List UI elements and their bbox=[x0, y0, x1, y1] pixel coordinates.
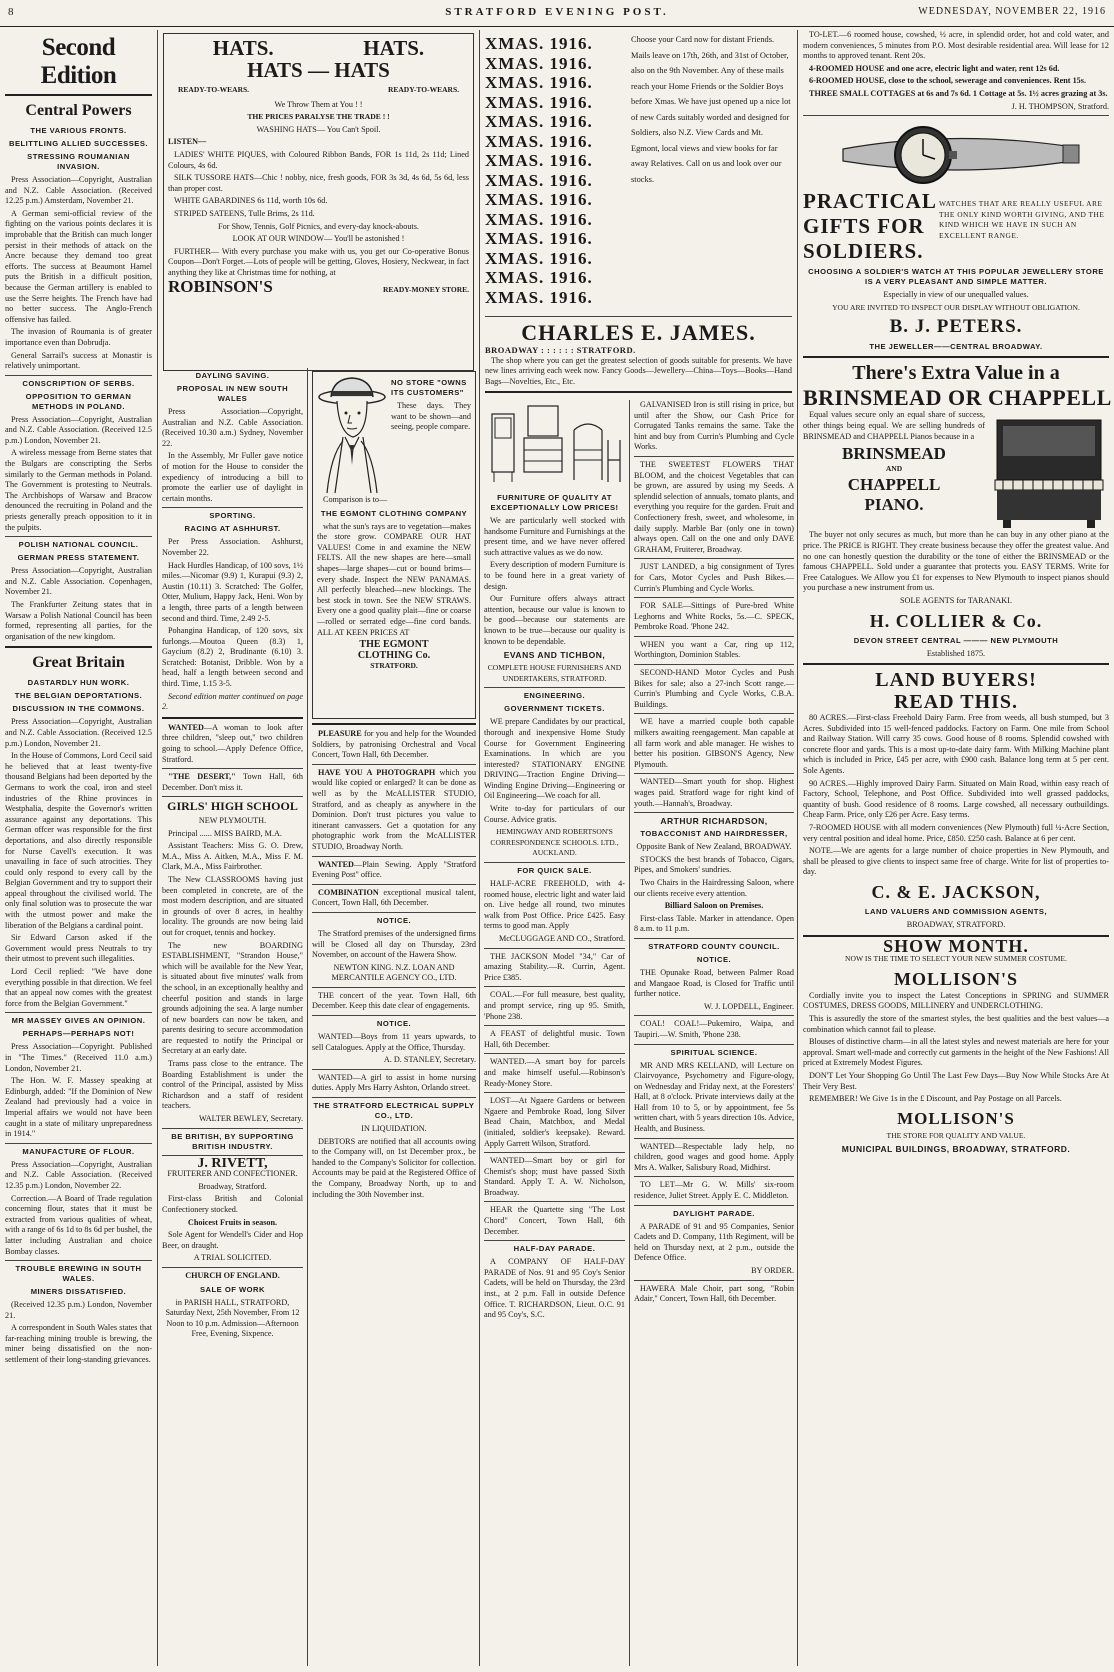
issue-date: WEDNESDAY, NOVEMBER 22, 1916 bbox=[918, 6, 1106, 17]
xmas-line: XMAS. 1916. bbox=[485, 53, 593, 73]
jackson-trade: LAND VALUERS AND COMMISSION AGENTS, bbox=[864, 907, 1048, 916]
electrical-text: DEBTORS are notified that all accounts owing to the Company will, on 1st December prox., be handed to the Company's Solicitor for collection. Accounts may be paid at the Registered Office of the Company, Broadway North, up to and including the 30th November inst. bbox=[312, 1136, 476, 1199]
article-body: The invasion of Roumania is of greater importance even than Dobrudja. bbox=[5, 327, 152, 347]
electrical-liq: IN LIQUIDATION. bbox=[361, 1124, 427, 1134]
engineering-text: Write to-day for particulars of our Course. Advice gratis. bbox=[484, 804, 625, 824]
store-tag: READY-MONEY STORE. bbox=[383, 284, 469, 294]
classified-ad: GALVANISED Iron is still rising in price, but until after the Show, our Cash Price for Corrugated Tanks remains the same. Take the hint and buy from Currin's Plumbing and Cycle Works. bbox=[634, 400, 794, 452]
wristwatch-illustration bbox=[803, 119, 1107, 189]
notice-text: The Stratford premises of the undersigned firms will be Closed all day on Thursday, 23rd November, on account of the Hawera Show. bbox=[312, 928, 476, 960]
cards-text: Choose your Card now for distant Friends. Mails leave on 17th, 26th, and 31st of October, also on the 9th November. Any of these mails reach your Home Friends or the Soldier Boys before Xmas. We have just opened up a nice lot of new Cards suitably worded and designed for Soldiers, also N.Z. View Cards and Mt. Egmont, local views and view books for far away Relatives. Call on us and look over our stocks. bbox=[631, 35, 791, 184]
xmas-line: XMAS. 1916. bbox=[485, 131, 593, 151]
egmont-text: what the sun's rays are to vegetation—makes the store grow. COMPARE OUR HAT VALUES! Come in and examine the NEW FELTS. All the new shapes are here—small shapes—large shapes—cut or bound brims—every shade. Inspect the NEW PANAMAS. All perfectly bleached—new blockings. The best stock in town. See the NEW STRAWS. Every one a good quality plait—fine or coarse—rolled or serrated edge—fine cord bands. ALL AT KEEN PRICES AT bbox=[317, 521, 471, 637]
masthead bbox=[0, 0, 1114, 27]
xmas-line: XMAS. 1916. bbox=[485, 229, 593, 248]
headline: PROPOSAL IN NEW SOUTH WALES bbox=[176, 384, 289, 403]
col2-left-sub bbox=[158, 368, 308, 1666]
classified-ad: PLEASURE for you and help for the Wounded Soldiers, by patronising Orchestral and Vocal Concert, Town Hall, 6th December. bbox=[312, 729, 476, 760]
rivett-text: Sole Agent for Wendell's Cider and Hop Beer, on draught. bbox=[162, 1230, 303, 1250]
richardson-text: Two Chairs in the Hairdressing Saloon, where our clients receive every attention. bbox=[634, 877, 794, 898]
xmas-line: XMAS. 1916. bbox=[485, 151, 593, 170]
daylight-parade-head: DAYLIGHT PARADE. bbox=[673, 1208, 755, 1218]
furniture-sign: COMPLETE HOUSE FURNISHERS AND UNDERTAKERS, STRATFORD. bbox=[487, 663, 622, 683]
county-notice: NOTICE. bbox=[696, 954, 732, 964]
brinsmead-text: The buyer not only secures as much, but more than he can buy in any other piano at the price. The PRICE is RIGHT. They create business because they offer the greatest value. And no one can honestly question the durability or the tone of either the BRINSMEAD or the famous CHAPPELL. Sold under a guarantee that protects you. EASY TERMS. Write for Free Catalogues. We Allow you £1 for expenses to New Plymouth to inspect pianos should you purchase a new instrument from us. bbox=[803, 530, 1109, 593]
sale-text: HALF-ACRE FREEHOLD, with 4-roomed house, electric light and water laid on. Live hedge all round, two minutes walk from Post Office. Price £425. Easy terms to good man. Apply bbox=[484, 879, 625, 931]
article-body: The Frankfurter Zeitung states that in Warsaw a Polish National Council has been formed, representing all parties, for the organisation of the new kingdom. bbox=[5, 600, 152, 641]
xmas-line: XMAS. 1916. bbox=[485, 92, 593, 112]
rivett-text: First-class British and Colonial Confectionery stocked. bbox=[162, 1194, 303, 1214]
daylight-parade-sign: BY ORDER. bbox=[751, 1266, 794, 1275]
mollisons-address: MUNICIPAL BUILDINGS, BROADWAY, STRATFORD. bbox=[841, 1144, 1071, 1155]
tolet-sign: J. H. THOMPSON, Stratford. bbox=[1011, 101, 1109, 111]
brinsmead-name: BRINSMEAD bbox=[842, 444, 946, 464]
article-body: In the House of Commons, Lord Cecil said he believed that at least twenty-five thousand Belgians had been deported by the Germans to work the coal, iron and steel industries of the Rhine provinces in Westphalia, despite the Governor's written assurance against any deportations. This German offcer was responsible for the first deportations, and also directly responsible for Nurse Cavell's execution. It was unavailing in face of such atrocities. They could only respond to every call by the Belgian Government and try to support their appeal throughout the civilised world. The only final solution was to prosecute the war with the utmost power and make the liberation of the Belgians a cardinal point. bbox=[5, 751, 152, 930]
headline: MR MASSEY GIVES AN OPINION. bbox=[11, 1016, 146, 1026]
article-body: In the Assembly, Mr Fuller gave notice of motion for the House to consider the expediency of introducing a bill to promote the earlier use of daylight in certain months. bbox=[162, 451, 303, 503]
headline: BELITTLING ALLIED SUCCESSES. bbox=[8, 139, 149, 148]
furniture-head: FURNITURE OF QUALITY AT EXCEPTIONALLY LOW PRICES! bbox=[490, 493, 619, 512]
column-ads-4 bbox=[798, 30, 1114, 1666]
richardson-text: Billiard Saloon on Premises. bbox=[664, 901, 764, 911]
hats-line: LISTEN— bbox=[168, 137, 207, 147]
land-item: 90 ACRES.—Highly improved Dairy Farm. Situated on Main Road, within easy reach of Factory, School, Telephone, and Post Office. Subdivided into well grassed paddocks, quantity of bush. Good residence of 8 rooms. Large cowshed, all necessary outbuildings. Cheap Farm. Price, only £26 per Acre. Easy terms. bbox=[803, 778, 1109, 820]
notice-text: WANTED—Boys from 11 years upwards, to sell Catalogues. Apply at the Office, Thursday. bbox=[312, 1032, 476, 1052]
brinsmead-head: There's Extra Value in a bbox=[852, 362, 1060, 385]
rivett-trade: FRUITERER AND CONFECTIONER. bbox=[167, 1169, 298, 1179]
tolet-text: 6-ROOMED HOUSE, close to the school, sewerage and conveniences. Rent 15s. bbox=[809, 76, 1086, 86]
article-body: Sir Edward Carson asked if the Government would press Neutrals to try their utmost to prevent such illegalities. bbox=[5, 933, 152, 964]
james-text: The shop where you can get the greatest selection of goods suitable for presents. We have new lines arriving each week now. Fancy Goods—Jewellery—China—Toys—Books—Hand Bags—Novelties, Etc., Etc. bbox=[485, 355, 792, 386]
collier-name: H. COLLIER & Co. bbox=[869, 610, 1043, 631]
jackson-address: BROADWAY, STRATFORD. bbox=[906, 920, 1006, 929]
article-credit: (Received 12.35 p.m.) London, November 21. bbox=[5, 1300, 152, 1320]
daylight-parade-text: A PARADE of 91 and 95 Companies, Senior Cadets and D. Company, 11th Regiment, will be held on Thursday next, at 2 p.m., outside the Defence Office. bbox=[634, 1221, 794, 1263]
col2-right-sub bbox=[308, 368, 480, 1666]
land-item: 7-ROOMED HOUSE with all modern conveniences (New Plymouth) full ¼-Acre Section, very central position and ideal home. Price, £850. £250 cash. Balance at 6 per cent. bbox=[803, 823, 1109, 843]
brinsmead-text: Equal values secure only an equal share of success, other things being equal. We are selling hundreds of BRINSMEAD and CHAPPELL Pianos because in a bbox=[803, 410, 985, 441]
peters-name: B. J. PETERS. bbox=[889, 316, 1023, 338]
rivett-text: Choicest Fruits in season. bbox=[187, 1217, 278, 1227]
girls-school-text: Principal ...... MISS BAIRD, M.A. bbox=[168, 828, 282, 838]
egmont-text: These days. They want to be shown—and seeing, people compare. bbox=[391, 401, 471, 432]
hats-title: HATS — HATS bbox=[247, 58, 390, 82]
headline: THE BELGIAN DEPORTATIONS. bbox=[14, 691, 143, 701]
classified-ad: THE SWEETEST FLOWERS THAT BLOOM, and the choicest Vegetables that can be grown, are assured by using my Seeds. A splendid selection of annuals, tomato plants, and everything you require for the garden. Fruit and Confectionery fresh, sweet, and wholesome, in daily supply. Marble Bar (only one in town) always open. Call on the one and only DAVE GRAHAM, Fruiterer, Broadway. bbox=[634, 459, 794, 554]
page-number: 8 bbox=[8, 6, 15, 18]
classified-ad: WE have a married couple both capable milkers awaiting reengagement. Man capable at all farm work and able manager. He wishes to better his position. GIBSON'S Agency, New Plymouth. bbox=[634, 717, 794, 769]
girls-school-text: Assistant Teachers: Miss G. O. Drew, M.A., Miss A. Aitken, M.A., Miss F. M. Clark, M.A., Miss Fairbrother. bbox=[162, 841, 303, 872]
robinsons-hats-ad bbox=[163, 33, 474, 371]
hats-item: SILK TUSSORE HATS—Chic ! nobby, nice, fresh goods, FOR 3s 3d, 4s 6d, 5s 6d, less than proper cost. bbox=[168, 173, 469, 193]
hats-line: THE PRICES PARALYSE THE TRADE ! ! bbox=[247, 112, 390, 122]
headline: DASTARDLY HUN WORK. bbox=[27, 678, 130, 688]
headline: CONSCRIPTION OF SERBS. bbox=[22, 378, 135, 388]
land-item: NOTE.—We are agents for a large number of choice properties in New Plymouth, and shall be pleased to give clients to inspect same free of charge. Write for list of properties to-day. bbox=[803, 846, 1109, 877]
spiritual-text: MR AND MRS KELLAND, will Lecture on Clairvoyance, Psychometry and Figure-ology, on Wednesday and Friday next, at the Foresters' Hall, at 8 o'clock. Private interviews daily at the Hall from 10 to 5, or by appointment, fee 5s written chart, with 5 years direction 10s. Advice, Health, and Business. bbox=[634, 1060, 794, 1134]
peters-sign: THE JEWELLER——CENTRAL BROADWAY. bbox=[869, 342, 1043, 352]
ready-label: READY-TO-WEARS. bbox=[178, 85, 250, 94]
column-ads-3 bbox=[480, 30, 798, 1666]
section-title-great-britain: Great Britain bbox=[32, 654, 125, 672]
section-title-central-powers: Central Powers bbox=[25, 102, 132, 119]
show-text: DON'T Let Your Shopping Go Until The Last Few Days—Buy Now While Stocks Are At Their Very Best. bbox=[803, 1070, 1109, 1091]
classified-ad: SECOND-HAND Motor Cycles and Push Bikes for sale; also a 27-inch Scott range.—Currin's Plumbing and Cycle Works, C.B.A. Buildings. bbox=[634, 668, 794, 709]
article-body: A German semi-official review of the fighting on the various points declares it is improbable that the British can much longer persist in their methods of attack on the Ancre because they demand too great efforts. The success at Beaumont Hamel puts the British in a difficult position, because the German artillery is enabled to use the Serre heights. The French have had no better success. The Anglo-French offensive has failed. bbox=[5, 208, 152, 324]
brinsmead-piano: PIANO. bbox=[864, 494, 924, 514]
classified-ad: FOR SALE—Sittings of Pure-bred White Leghorns and White Rocks, 5s.—C. SPECK, Pembroke Road. 'Phone 242. bbox=[634, 601, 794, 632]
egmont-sign: CLOTHING Co. bbox=[357, 649, 431, 661]
hats-title: HATS. bbox=[363, 36, 425, 60]
furniture-text: Our Furniture offers always attract attention, because our value is known to be good—because our statements are known to be true—because our quality is known to be dependable. bbox=[484, 594, 625, 646]
headline: STRESSING ROUMANIAN INVASION. bbox=[27, 152, 130, 171]
hats-line: We Throw Them at You ! ! bbox=[274, 99, 363, 109]
article-body: The Hon. W. F. Massey speaking at Edinburgh, added: "If the Dominion of New Zealand had previously had a voice in Imperial affairs we would not have been caught in a state of military unpreparedness in 1914." bbox=[5, 1076, 152, 1139]
notice-head: NOTICE. bbox=[376, 915, 412, 925]
hats-title: HATS. bbox=[212, 36, 274, 60]
furniture-text: Every description of modern Furniture is to be found here in a great variety of design. bbox=[484, 560, 625, 591]
sale-head: FOR QUICK SALE. bbox=[517, 866, 592, 876]
article-credit: Press Association—Copyright, Australian and N.Z. Cable Association. (Received 12.5 p.m.) London, November 21. bbox=[5, 717, 152, 748]
richardson-text: First-class Table. Marker in attendance. Open 8 a.m. to 11 p.m. bbox=[634, 913, 794, 934]
headline: OPPOSITION TO GERMAN METHODS IN POLAND. bbox=[25, 391, 132, 411]
classified-ad: COAL.—For full measure, best quality, and prompt service, ring up 95. Smith, 'Phone 238. bbox=[484, 990, 625, 1021]
tolet-text: TO-LET.—6 roomed house, cowshed, ½ acre, in splendid order, hot and cold water, and modern conveniences, 5 minutes from P.O. Most desirable residential area. Will lease for 12 months to approved tenant. Rent 20s. bbox=[803, 30, 1109, 61]
piano-illustration bbox=[989, 410, 1109, 530]
land-item: 80 ACRES.—First-class Freehold Dairy Farm. Free from weeds, all bush stumped, but 3 Acres. Subdivided into 15 well-fenced paddocks. Factory on Farm. One mile from School and Railway Station. Will carry 35 cows. Good house of 8 rooms. Splendid cowshed with concrete floor and yards. This is a most up-to-date dairy farm. With Milking Machine plant which is included in Price, £45 per acre, with £900 cash. Balance long term at 5 per cent. Sole Agents. bbox=[803, 713, 1109, 776]
brinsmead-agents: SOLE AGENTS for TARANAKI. bbox=[900, 595, 1012, 605]
headline: DAYLING SAVING. bbox=[195, 371, 270, 380]
parade-head: HALF-DAY PARADE. bbox=[513, 1244, 596, 1254]
classified-ad: LOST—At Ngaere Gardens or between Ngaere and Pembroke Road, long Silver Bead Chain, Matchbox, and Medal (initialed, soldier's keepsake). Reward. Apply Garrett Wilson, Stratford. bbox=[484, 1096, 625, 1148]
xmas-line: XMAS. 1916. bbox=[485, 268, 593, 287]
xmas-line: XMAS. 1916. bbox=[485, 209, 593, 229]
article-body: A wireless message from Berne states that the Bulgars are conscripting the Serbs similarly to the German methods in Poland. The Government is protesting to Neutrals. The Archbishops of Warsaw and Bracow denounced the recruiting in Poland and the priests generally preach opposition to it in the pulpits. bbox=[5, 448, 152, 532]
furniture-illustration bbox=[484, 400, 624, 490]
show-text: REMEMBER! We Give 1s in the £ Discount, and Pay Postage on all Parcels. bbox=[809, 1094, 1062, 1104]
classified-ad: WANTED—A girl to assist in home nursing duties. Apply Mrs Harry Ashton, Orlando street. bbox=[312, 1072, 476, 1093]
xmas-line: XMAS. 1916. bbox=[485, 170, 593, 190]
column-ads-2 bbox=[158, 30, 480, 1666]
practical-title: PRACTICAL GIFTS FOR SOLDIERS. bbox=[803, 189, 936, 264]
column-news-1 bbox=[0, 30, 158, 1666]
col3-right-sub bbox=[630, 400, 798, 1666]
tolet-text: THREE SMALL COTTAGES at 6s and 7s 6d. 1 Cottage at 5s. 1½ acres grazing at 3s. bbox=[809, 88, 1108, 98]
man-in-hat-illustration bbox=[317, 375, 387, 495]
xmas-line: XMAS. 1916. bbox=[485, 248, 593, 268]
girls-school-place: NEW PLYMOUTH. bbox=[198, 816, 267, 825]
richardson-trade: TOBACCONIST AND HAIRDRESSER, bbox=[640, 829, 788, 839]
hats-line: LOOK AT OUR WINDOW— You'll be astonished ! bbox=[232, 234, 405, 244]
article-body: Pohangina Handicap, of 120 sovs, six furlongs.—Moutoa Queen (8.3) 1, Gaycium (8.2) 2, Brudinante (6.10) 3. Scratched: Botanist, Dribble. Won by a head, half a length between second and third. Time, 1.15 3-5. bbox=[162, 626, 303, 689]
engineering-sign: HEMINGWAY AND ROBERTSON'S CORRESPONDENCE SCHOOLS. LTD., AUCKLAND. bbox=[490, 827, 619, 858]
show-text: This is assuredly the store of the smartest styles, the best qualities and the best values—a combination which cannot fail to please. bbox=[803, 1013, 1109, 1034]
mollisons-name: MOLLISON'S bbox=[893, 968, 1019, 989]
girls-school-text: Trams pass close to the entrance. The Boarding Establishment is under the control of the Principal, assisted by Miss Richardson and a staff of resident teachers. bbox=[162, 1059, 303, 1111]
notice-head: NOTICE. bbox=[376, 1019, 412, 1029]
article-credit: Per Press Association. Ashhurst, November 22. bbox=[162, 537, 303, 557]
egmont-sign: THE EGMONT bbox=[359, 639, 429, 651]
richardson-text: STOCKS the best brands of Tobacco, Cigars, Pipes, and Smokers' sundries. bbox=[634, 854, 794, 875]
classified-ad: WANTED.—A smart boy for parcels and make himself useful.—Robinson's Ready-Money Store. bbox=[484, 1057, 625, 1088]
article-body: General Sarrail's success at Monastir is relatively unimportant. bbox=[5, 350, 152, 371]
xmas-line: XMAS. 1916. bbox=[485, 112, 593, 131]
engineering-text: WE prepare Candidates by our practical, thorough and inexpensive Home Study Course for Government Engineering Examinations. In which are you interested? STATIONARY ENGINE DRIVING—Traction Engine Driving—Winding Engine Driving—Engineering or Oil Engineering—We coach for all. bbox=[484, 717, 625, 801]
land-head: READ THIS. bbox=[893, 691, 1019, 714]
collier-address: DEVON STREET CENTRAL ——— NEW PLYMOUTH bbox=[853, 635, 1059, 645]
article-credit: Press Association—Copyright, Australian and N.Z. Cable Association. Copenhagen, November 21. bbox=[5, 566, 152, 597]
hats-line: For Show, Tennis, Golf Picnics, and every-day knock-abouts. bbox=[218, 221, 419, 231]
headline: DISCUSSION IN THE COMMONS. bbox=[12, 704, 145, 714]
article-credit: Press Association—Copyright. Published in "The Times." (Received 11.0 a.m.) London, November 21. bbox=[5, 1042, 152, 1073]
article-credit: Press Association—Copyright, Australian and N.Z. Cable Association. (Received 12.35 p.m.) London, November 22. bbox=[5, 1159, 152, 1190]
xmas-line: XMAS. 1916. bbox=[485, 34, 593, 53]
ready-label: READY-TO-WEARS. bbox=[387, 85, 459, 94]
richardson-name: ARTHUR RICHARDSON, bbox=[660, 816, 768, 827]
headline: MANUFACTURE OF FLOUR. bbox=[22, 1146, 135, 1156]
egmont-sign: STRATFORD. bbox=[370, 661, 418, 671]
headline: GOVERNMENT TICKETS. bbox=[504, 704, 605, 714]
mollisons-tag: THE STORE FOR QUALITY AND VALUE. bbox=[886, 1130, 1026, 1140]
practical-side: WATCHES THAT ARE REALLY USEFUL ARE THE ONLY KIND WORTH GIVING, AND THE KIND WHICH WE HAVE IN SUCH AN EXCELLENT RANGE. bbox=[939, 199, 1105, 240]
show-text: Cordially invite you to inspect the Latest Conceptions in SPRING and SUMMER COSTUMES, DRESS GOODS, MILLINERY and UNDERCLOTHING. bbox=[803, 990, 1109, 1011]
concert-ad: THE concert of the year. Town Hall, 6th December. Keep this date clear of engagements. bbox=[312, 990, 476, 1011]
article-body: Lord Cecil replied: "We have done everything possible in that direction. We feel that an appeal now comes with the greatest force from the Belgian Government." bbox=[5, 967, 152, 1008]
church-head: CHURCH OF ENGLAND. bbox=[185, 1270, 280, 1280]
land-head: LAND BUYERS! bbox=[875, 669, 1037, 692]
article-note: Second edition matter continued on page 2. bbox=[162, 691, 303, 712]
article-credit: Press Association—Copyright, Australian and N.Z. Cable Association. (Received 12.5 p.m.) London, November 21. bbox=[5, 414, 152, 445]
girls-school-sign: WALTER BEWLEY, Secretary. bbox=[198, 1114, 303, 1124]
classified-ad: "THE DESERT," Town Hall, 6th December. Don't miss it. bbox=[162, 772, 303, 792]
xmas-line: XMAS. 1916. bbox=[485, 190, 593, 209]
article-body: Hack Hurdles Handicap, of 100 sovs, 1½ miles.—Nicomar (9.9) 1, Kurapui (9.3) 2, Austin (10.11) 3. Scratched: The Golfer, Otter, Mulium, Happy Jack, Heni. Won by a length, three parts of a length between second and third. Time, 2.49 2-5. bbox=[162, 560, 303, 623]
headline: PERHAPS—PERHAPS NOT! bbox=[22, 1029, 135, 1039]
church-sale: SALE OF WORK bbox=[199, 1284, 266, 1294]
notice-sign: A. D. STANLEY, Secretary. bbox=[383, 1055, 476, 1065]
article-body: A correspondent in South Wales states that far-reaching mining trouble is brewing, the miner being dissatisfied on the non-settlement of their long-standing grievances. bbox=[5, 1323, 152, 1365]
classified-ad: THE JACKSON Model "34," Car of amazing Stability.—R. Currin, Agent. Price £385. bbox=[484, 951, 625, 982]
xmas-line: XMAS. 1916. bbox=[485, 287, 593, 307]
county-text: THE Opunake Road, between Palmer Road and Mangaoe Road, is Closed for Traffic until further notice. bbox=[634, 967, 794, 999]
headline: RACING AT ASHHURST. bbox=[184, 524, 281, 534]
newspaper-title: STRATFORD EVENING POST. bbox=[445, 6, 669, 18]
headline: GERMAN PRESS STATEMENT. bbox=[17, 553, 140, 563]
practical-text: YOU ARE INVITED TO INSPECT OUR DISPLAY WITHOUT OBLIGATION. bbox=[832, 302, 1080, 312]
girls-school-title: GIRLS' HIGH SCHOOL bbox=[167, 799, 298, 814]
rivett-text: Broadway, Stratford. bbox=[198, 1181, 267, 1191]
county-head: STRATFORD COUNTY COUNCIL. bbox=[648, 941, 780, 951]
headline: THE VARIOUS FRONTS. bbox=[30, 126, 127, 135]
british-banner: BE BRITISH, BY SUPPORTING BRITISH INDUSTRY. bbox=[171, 1131, 294, 1151]
classified-ad: JUST LANDED, a big consignment of Tyres for Cars, Motor Cycles and Push Bikes.—Currin's Plumbing and Cycle Works. bbox=[634, 562, 794, 593]
brinsmead-name: CHAPPELL bbox=[847, 474, 941, 494]
electrical-head: THE STRATFORD ELECTRICAL SUPPLY CO., LTD. bbox=[313, 1101, 475, 1121]
classified-ad: A FEAST of delightful music. Town Hall, 6th December. bbox=[484, 1029, 625, 1049]
sale-sign: McCLUGGAGE AND CO., Stratford. bbox=[499, 934, 625, 943]
james-address: BROADWAY : : : : : : STRATFORD. bbox=[485, 345, 636, 355]
egmont-clothing-ad bbox=[312, 371, 476, 719]
xmas-line: XMAS. 1916. bbox=[485, 73, 593, 92]
edition-banner: Second Edition bbox=[40, 34, 117, 89]
hats-line: WASHING HATS— You Can't Spoil. bbox=[256, 124, 381, 134]
article-credit: Press Association—Copyright, Australian and N.Z. Cable Association. (Received 10.30 a.m.) Sydney, November 22. bbox=[162, 407, 303, 448]
headline: ENGINEERING. bbox=[523, 691, 586, 701]
egmont-text: Comparison is to— bbox=[323, 495, 388, 504]
practical-text: Especially in view of our unequalled values. bbox=[883, 290, 1029, 300]
notice-sign: NEWTON KING. N.Z. LOAN AND MERCANTILE AGENCY CO., LTD. bbox=[331, 962, 457, 983]
richardson-text: Opposite Bank of New Zealand, BROADWAY. bbox=[636, 842, 792, 852]
classified-ad: COAL! COAL!—Pukemiro, Waipa, and Taupiri.—W. Smith, 'Phone 238. bbox=[634, 1019, 794, 1039]
hats-item: LADIES' WHITE PIQUES, with Coloured Ribbon Bands, FOR 1s 11d, 2s 11d; Lined Colours, 4s 6d. bbox=[168, 149, 469, 170]
rivett-text: A TRIAL SOLICITED. bbox=[193, 1253, 272, 1263]
jackson-name: C. & E. JACKSON, bbox=[871, 882, 1041, 902]
classified-ad: WANTED—Plain Sewing. Apply "Stratford Evening Post" office. bbox=[312, 859, 476, 880]
classified-ad: HAWERA Male Choir, part song, "Robin Adair," Concert, Town Hall, 6th December. bbox=[634, 1283, 794, 1304]
classified-ad: WANTED—A woman to look after three children, "sleep out," two children going to school.—Apply Defence Office, Stratford. bbox=[162, 722, 303, 764]
article-credit: Press Association—Copyright, Australian and N.Z. Cable Association. (Received 12.25 p.m.) Amsterdam, November 21. bbox=[5, 175, 152, 206]
hats-item: STRIPED SATEENS, Tulle Brims, 2s 11d. bbox=[174, 208, 315, 218]
classified-ad: WHEN you want a Car, ring up 112, Worthington, Dominion Stables. bbox=[634, 639, 794, 660]
store-name: ROBINSON'S bbox=[168, 276, 273, 296]
classified-ad: HEAR the Quartette sing "The Lost Chord" Concert, Town Hall, 6th December. bbox=[484, 1205, 625, 1236]
furniture-text: We are particularly well stocked with handsome Furniture and Furnishings at the present time, and we have never offered such attractive values as we do now. bbox=[484, 516, 625, 557]
collier-established: Established 1875. bbox=[926, 648, 986, 658]
girls-school-text: The new BOARDING ESTABLISHMENT, "Strandon House," which will be available for the New Year, is situated about five minutes' walk from the school, in an exceptionally healthy and cheerful position and stands in large grounds adjoining the sea. A large number of new boarders can now be taken, and parents desiring to secure accommodation are requested to notify the Principal or Secretary at an early date. bbox=[162, 940, 303, 1056]
headline: SPORTING. bbox=[209, 511, 256, 521]
classified-ad: WANTED—Smart boy or girl for Chemist's shop; must have passed Sixth Standard. Apply T. A. W. Nicholson, Broadway. bbox=[484, 1156, 625, 1197]
county-sign: W. J. LOPDELL, Engineer. bbox=[704, 1001, 794, 1011]
church-text: in PARISH HALL, STRATFORD, Saturday Next, 25th November, From 12 Noon to 10 p.m. Admission—Afternoon Free, Evening, Sixpence. bbox=[165, 1297, 300, 1339]
headline: TROUBLE BREWING IN SOUTH WALES. bbox=[15, 1264, 142, 1284]
james-name: CHARLES E. JAMES. bbox=[521, 320, 756, 345]
article-body: Correction.—A Board of Trade regulation concerning flour, states that it must be extracted from various qualities of wheat, with a range of 6s 1d to 8s 6d per bushel, the latter including Australian and choice Bombay classes. bbox=[5, 1193, 152, 1256]
girls-school-text: The New CLASSROOMS having just been completed in concrete, are of the most modern description, and are situated in grounds of over 8 acres, in healthy locality. The grounds are now being laid out for croquet, tennis and hockey. bbox=[162, 874, 303, 937]
practical-choosing: CHOOSING A SOLDIER'S WATCH AT THIS POPULAR JEWELLERY STORE IS A VERY PLEASANT AND SIMPLE MATTER. bbox=[808, 267, 1104, 287]
hats-line: FURTHER— With every purchase you make with us, you get our Co-operative Bonus Coupon—Don't Forget.—Lots of people will be getting, Gloves, Hosiery, Neckwear, in fact anything they like at Christmas time for nothing, at bbox=[168, 246, 469, 277]
show-sub: NOW IS THE TIME TO SELECT YOUR NEW SUMMER COSTUME. bbox=[845, 954, 1067, 964]
furniture-sign: EVANS AND TICHBON, bbox=[503, 650, 606, 661]
classified-ad: WANTED—Smart youth for shop. Highest wages paid. Stratford wage for right kind of youth.—Hannah's, Broadway. bbox=[634, 777, 794, 808]
xmas-banner bbox=[485, 30, 625, 316]
spiritual-head: SPIRITUAL SCIENCE. bbox=[670, 1047, 758, 1057]
show-text: Blouses of distinctive charm—in all the latest styles and newest materials are here for your approval. Smart well-made and correctly cut garments in the height of the New Fashions! All priced at Extremely Modest Figures. bbox=[803, 1037, 1109, 1068]
classified-ad: WANTED—Respectable lady help, no children, good wages and good home. Apply Mrs A. Walker, Salisbury Road, Midhirst. bbox=[634, 1141, 794, 1172]
egmont-company: THE EGMONT CLOTHING COMPANY bbox=[320, 508, 468, 518]
classified-ad: HAVE YOU A PHOTOGRAPH which you would like copied or enlarged? It can be done as well as by the McALLISTER STUDIO, Stratford, and as cheaply as anywhere in the Dominion. Don't trust pictures you value to itinerant canvassers. Get a quotation for any photographic work from the McALLISTER STUDIO, Broadway North. bbox=[312, 767, 476, 851]
mollisons-name: MOLLISON'S bbox=[897, 1108, 1015, 1128]
tolet-text: 4-ROOMED HOUSE and one acre, electric light and water, rent 12s 6d. bbox=[809, 63, 1060, 73]
headline: MINERS DISSATISFIED. bbox=[30, 1287, 127, 1297]
col3-left-sub bbox=[480, 400, 630, 1666]
no-store-head: NO STORE "OWNS ITS CUSTOMERS" bbox=[391, 378, 467, 397]
show-head: SHOW MONTH. bbox=[883, 935, 1029, 956]
hats-item: WHITE GABARDINES 6s 11d, worth 10s 6d. bbox=[174, 196, 328, 206]
parade-text: A COMPANY OF HALF-DAY PARADE of Nos. 91 and 95 Coy's Senior Cadets, will be held on Thursday, the 23rd inst., at 2 p.m. Fall in outside Defence Office. T. RICHARDSON, Lieut. O.C. 91 and 95 Coy's, S.C. bbox=[484, 1257, 625, 1320]
headline: POLISH NATIONAL COUNCIL. bbox=[18, 540, 139, 550]
brinsmead-and: AND bbox=[885, 464, 903, 474]
rivett-name: J. RIVETT, bbox=[197, 1155, 268, 1171]
brinsmead-head: BRINSMEAD OR CHAPPELL bbox=[803, 385, 1112, 411]
classified-ad: TO LET—Mr G. W. Mills' six-room residence, Juliet Street. Apply E. C. Middleton. bbox=[634, 1180, 794, 1201]
classified-ad: COMBINATION exceptional musical talent, Concert, Town Hall, 6th December. bbox=[312, 887, 476, 908]
